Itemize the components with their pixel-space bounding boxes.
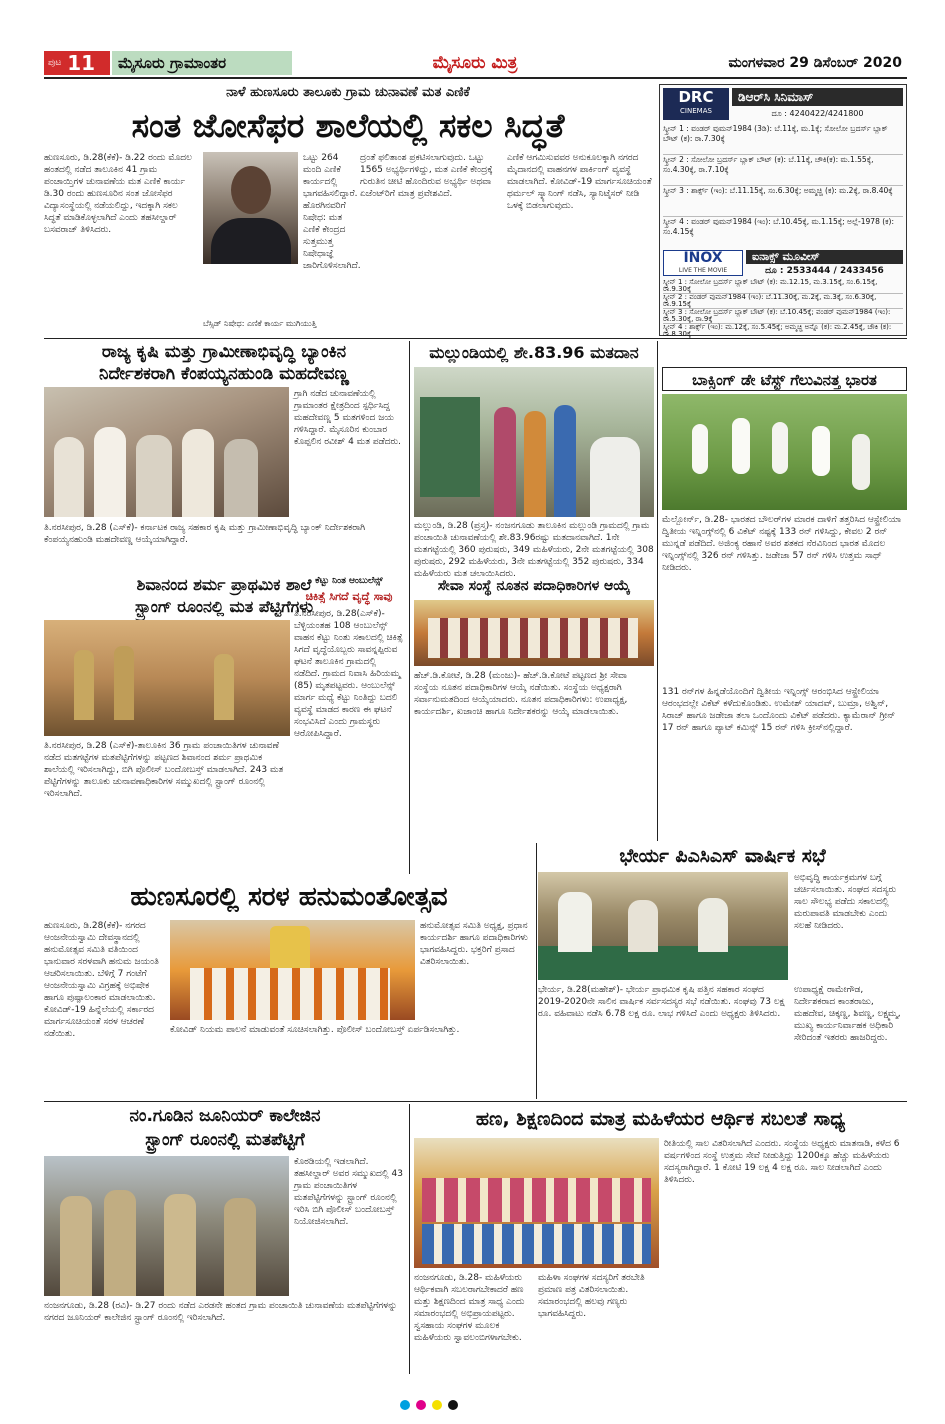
drc-title: ಡಿಆರ್‌ಸಿ ಸಿನಿಮಾಸ್ bbox=[732, 88, 903, 106]
bank-headline-2: ನಿರ್ದೇಶಕರಾಗಿ ಕೆಂಪಯ್ಯನಹುಂಡಿ ಮಹದೇವಣ್ಣ bbox=[99, 364, 349, 384]
school-body: ತಿ.ನರಸೀಪುರ, ಡಿ.28 (ಎಸ್‌ಕೆ)-ತಾಲೂಕಿನ 36 ಗ್ರಾಮ ಪಂಚಾಯಿತಿಗಳ ಚುನಾವಣೆ ನಡೆದ ಮತಗಟ್ಟೆಗಳ ಮತಪೆಟ್ಟಿಗೆಗಳನ್ನು ಪಟ್ಟಣದ ಶಿವಾನಂದ ಶರ್ಮ ಪ್ರಾಥಮಿಕ ಶಾಲೆಯಲ್ಲಿ ಇರಿಸಲಾಗಿದ್ದು, ಬಿಗಿ ಪೊಲೀಸ್ ಬಂದೋಬಸ್ತ್ ಮಾಡಲಾಗಿದೆ. 243 ಮತ ಪೆಟ್ಟಿಗೆಗಳನ್ನು ತಾಲೂಕು ಚುನಾವಣಾಧಿಕಾರಿಗಳ ಸಮ್ಮುಖದಲ್ಲಿ ಸ್ಟ್ರಾಂಗ್ ರೂಂನಲ್ಲಿ ಇರಿಸಲಾಗಿದೆ. bbox=[44, 741, 284, 799]
lead-column-4: ಎಣಿಕೆ ಆಗಮಿಸುವವರ ಅನುಕೂಲಕ್ಕಾಗಿ ನಗರದ ಮೈದಾನದಲ್ಲಿ ವಾಹನಗಳ ಪಾರ್ಕಿಂಗ್ ವ್ಯವಸ್ಥೆ ಮಾಡಲಾಗಿದೆ. ಕೋವಿಡ್-19 ಮಾರ್ಗಸೂಚಿಯಂತೆ ಥರ್ಮಲ್ ಸ್ಕ್ಯಾನಿಂಗ್ ನಡೆಸಿ, ಸ್ಯಾನಿಟೈಸರ್ ನೀಡಿ ಒಳಕ್ಕೆ ಬಿಡಲಾಗುವುದು. bbox=[507, 153, 652, 211]
cricket-body-1: ಮೆಲ್ಬೋರ್ನ್, ಡಿ.28- ಭಾರತದ ಬೌಲರ್‌ಗಳ ಮಾರಕ ದಾಳಿಗೆ ತತ್ತರಿಸಿದ ಆಸ್ಟ್ರೇಲಿಯಾ ದ್ವಿತೀಯ ಇನ್ನಿಂಗ್ಸ್‌ನಲ್ಲಿ 6 ವಿಕೆಟ್ ನಷ್ಟಕ್ಕೆ 133 ರನ್ ಗಳಿಸಿದ್ದು, ಕೇವಲ 2 ರನ್ ಮುನ್ನಡೆ ಪಡೆದಿದೆ. ಅಜಿಂಕ್ಯ ರಹಾನೆ ಅವರ ಶತಕದ ನೆರವಿನಿಂದ ಭಾರತ ಮೊದಲ ಇನ್ನಿಂಗ್ಸ್‌ನಲ್ಲಿ 326 ರನ್ ಗಳಿಸಿತ್ತು. ಜಡೇಜಾ 57 ರನ್ ಗಳಿಸಿ ಉತ್ತಮ ಸಾಥ್ ನೀಡಿದರು. bbox=[662, 515, 902, 573]
column-rule bbox=[536, 843, 537, 1099]
registration-mark bbox=[416, 1400, 426, 1410]
hanuman-body: ಹುಣಸೂರು, ಡಿ.28(ಕೆಕೆ)- ನಗರದ ಆಂಜನೇಯಸ್ವಾಮಿ ದೇವಸ್ಥಾನದಲ್ಲಿ ಹನುಮೋತ್ಸವ ಸಮಿತಿ ವತಿಯಿಂದ ಭಾನುವಾರ ಸರಳವಾಗಿ ಹನುಮ ಜಯಂತಿ ಆಚರಿಸಲಾಯಿತು. ಬೆಳಿಗ್ಗೆ 7 ಗಂಟೆಗೆ ಆಂಜನೇಯಸ್ವಾಮಿ ವಿಗ್ರಹಕ್ಕೆ ಅಭಿಷೇಕ ಹಾಗೂ ಪುಷ್ಪಾಲಂಕಾರ ಮಾಡಲಾಯಿತು. ಕೋವಿಡ್-19 ಹಿನ್ನೆಲೆಯಲ್ಲಿ ಸರ್ಕಾರದ ಮಾರ್ಗಸೂಚಿಯಂತೆ ಸರಳ ಆಚರಣೆ ನಡೆಯಿತು. bbox=[44, 921, 159, 1039]
women-col-2: ಮಹಿಳಾ ಸಂಘಗಳ ಸದಸ್ಯರಿಗೆ ತರಬೇತಿ ಪ್ರಮಾಣ ಪತ್ರ ವಿತರಿಸಲಾಯಿತು. ಸಮಾರಂಭದಲ್ಲಿ ಹಲವು ಗಣ್ಯರು ಭಾಗವಹಿಸಿದ್ದರು. bbox=[538, 1273, 645, 1319]
issue-date: ಮಂಗಳವಾರ 29 ಡಿಸೆಂಬರ್ 2020 bbox=[728, 55, 902, 71]
inox-listing bbox=[663, 278, 903, 338]
cricket-body-2: 131 ರನ್‌ಗಳ ಹಿನ್ನಡೆಯೊಂದಿಗೆ ದ್ವಿತೀಯ ಇನ್ನಿಂಗ್ಸ್ ಆರಂಭಿಸಿದ ಆಸ್ಟ್ರೇಲಿಯಾ ಆರಂಭದಲ್ಲೇ ವಿಕೆಟ್ ಕಳೆದುಕೊಂಡಿತು. ಉಮೇಶ್ ಯಾದವ್, ಬುಮ್ರಾ, ಅಶ್ವಿನ್, ಸಿರಾಜ್ ಹಾಗೂ ಜಡೇಜಾ ತಲಾ ಒಂದೊಂದು ವಿಕೆಟ್ ಪಡೆದರು. ಕ್ಯಾಮೆರಾನ್ ಗ್ರೀನ್ 17 ರನ್ ಹಾಗೂ ಪ್ಯಾಟ್ ಕಮಿನ್ಸ್ 15 ರನ್ ಗಳಿಸಿ ಕ್ರೀಸ್‌ನಲ್ಲಿದ್ದಾರೆ. bbox=[662, 687, 896, 733]
lead-kicker: ನಾಳೆ ಹುಣಸೂರು ತಾಲೂಕು ಗ್ರಾಮ ಚುನಾವಣೆ ಮತ ಎಣಿಕೆ bbox=[226, 85, 470, 100]
drc-logo: DRC CINEMAS bbox=[663, 88, 729, 120]
hanuman-headline: ಹುಣಸೂರಲ್ಲಿ ಸರಳ ಹನುಮಂತೋತ್ಸವ bbox=[130, 882, 448, 912]
hanuman-col-2: ಹನುಮೋತ್ಸವ ಸಮಿತಿ ಅಧ್ಯಕ್ಷ, ಪ್ರಧಾನ ಕಾರ್ಯದರ್ಶಿ ಹಾಗೂ ಪದಾಧಿಕಾರಿಗಳು ಭಾಗವಹಿಸಿದ್ದರು. ಭಕ್ತರಿಗೆ ಪ್ರಸಾದ ವಿತರಿಸಲಾಯಿತು. bbox=[420, 921, 528, 967]
vote-body: ಮಲ್ಲುಂಡಿ, ಡಿ.28 (ಪ್ರಸ್ತ)- ನಂಜನಗೂಡು ತಾಲೂಕಿನ ಮಲ್ಲುಂಡಿ ಗ್ರಾಮದಲ್ಲಿ ಗ್ರಾಮ ಪಂಚಾಯಿತಿ ಚುನಾವಣೆಯಲ್ಲಿ ಶೇ.83.96ರಷ್ಟು ಮತದಾನವಾಗಿದೆ. 1ನೇ ಮತಗಟ್ಟೆಯಲ್ಲಿ 360 ಪುರುಷರು, 349 ಮಹಿಳೆಯರು, 2ನೇ ಮತಗಟ್ಟೆಯಲ್ಲಿ 308 ಪುರುಷರು, 292 ಮಹಿಳೆಯರು, 3ನೇ ಮತಗಟ್ಟೆಯಲ್ಲಿ 352 ಪುರುಷರು, 334 ಮಹಿಳೆಯರು ಮತ ಚಲಾಯಿಸಿದರು. bbox=[414, 521, 654, 579]
vote-headline: ಮಲ್ಲುಂಡಿಯಲ್ಲಿ ಶೇ.83.96 ಮತದಾನ bbox=[429, 343, 639, 362]
pacs-photo bbox=[538, 872, 788, 980]
college-photo bbox=[44, 1156, 289, 1296]
reporter-portrait bbox=[203, 152, 298, 264]
pacs-headline: ಭೇರ್ಯ ಪಿಎಸಿಎಸ್ ವಾರ್ಷಿಕ ಸಭೆ bbox=[619, 845, 826, 867]
accident-headline: ಚಿಕಿತ್ಸೆ ಸಿಗದೆ ವೃದ್ಧೆ ಸಾವು bbox=[305, 590, 393, 603]
accident-body: ತಿ.ನರಸೀಪುರ, ಡಿ.28(ಎಸ್‌ಕೆ)- ಬೆಳ್ಳಿಯಂತಹ 108 ಆಂಬುಲೆನ್ಸ್ ವಾಹನ ಕೆಟ್ಟು ನಿಂತು ಸಕಾಲದಲ್ಲಿ ಚಿಕಿತ್ಸೆ ಸಿಗದೆ ವೃದ್ಧೆಯೊಬ್ಬರು ಸಾವನ್ನಪ್ಪಿರುವ ಘಟನೆ ತಾಲೂಕಿನ ಗ್ರಾಮದಲ್ಲಿ ನಡೆದಿದೆ. ಗ್ರಾಮದ ನಿವಾಸಿ ಹಿರಿಯಮ್ಮ (85) ಮೃತಪಟ್ಟವರು. ಆಂಬುಲೆನ್ಸ್ ಮಾರ್ಗ ಮಧ್ಯೆ ಕೆಟ್ಟು ನಿಂತಿದ್ದು ಬದಲಿ ವ್ಯವಸ್ಥೆ ಮಾಡದ ಕಾರಣ ಈ ಘಟನೆ ಸಂಭವಿಸಿದೆ ಎಂದು ಗ್ರಾಮಸ್ಥರು ಆರೋಪಿಸಿದ್ದಾರೆ. bbox=[294, 609, 403, 739]
hanuman-col-3: ಕೋವಿಡ್ ನಿಯಮ ಪಾಲನೆ ಮಾಡುವಂತೆ ಸೂಚಿಸಲಾಗಿತ್ತು. ಪೊಲೀಸ್ ಬಂದೋಬಸ್ತ್ ಏರ್ಪಡಿಸಲಾಗಿತ್ತು. bbox=[170, 1025, 460, 1035]
college-headline-2: ಸ್ಟ್ರಾಂಗ್ ರೂಂನಲ್ಲಿ ಮತಪೆಟ್ಟಿಗೆ bbox=[145, 1130, 305, 1150]
drc-row: ಸ್ಕ್ರೀನ್ 1 : ವಂಡರ್ ವುಮನ್1984 (3ಡಿ): ಬೆ.11ಕ್ಕೆ, ಮ.1ಕ್ಕೆ; ಸೋಲೋ ಬ್ರದರ್ಸ್ ಬ್ಲಾಕ್ ಬೌಟ್ (ಕ): ರಾ.7.30ಕ್ಕೆ bbox=[663, 124, 903, 155]
drc-phone: ದೂ : 4240422/4241800 bbox=[771, 109, 864, 118]
registration-mark bbox=[432, 1400, 442, 1410]
school-headline-2: ಸ್ಟ್ರಾಂಗ್ ರೂಂನಲ್ಲಿ ಮತ ಪೆಟ್ಟಿಗೆಗಳು bbox=[134, 597, 314, 616]
page-label: ಪುಟ bbox=[48, 58, 62, 68]
women-body: ನಂಜನಗೂಡು, ಡಿ.28- ಮಹಿಳೆಯರು ಆರ್ಥಿಕವಾಗಿ ಸಬಲರಾಗಬೇಕಾದರೆ ಹಣ ಮತ್ತು ಶಿಕ್ಷಣದಿಂದ ಮಾತ್ರ ಸಾಧ್ಯ ಎಂದು ಸಮಾರಂಭದಲ್ಲಿ ಅಭಿಪ್ರಾಯಪಟ್ಟರು. ಸ್ವಸಹಾಯ ಸಂಘಗಳ ಮೂಲಕ ಮಹಿಳೆಯರು ಸ್ವಾವಲಂಬಿಗಳಾಗಬೇಕು. bbox=[414, 1273, 525, 1343]
inox-title: ಐನಾಕ್ಸ್ ಮೂವೀಸ್ bbox=[746, 250, 903, 264]
college-side: ಕೊಠಡಿಯಲ್ಲಿ ಇಡಲಾಗಿದೆ. ತಹಸೀಲ್ದಾರ್ ಅವರ ಸಮ್ಮುಖದಲ್ಲಿ 43 ಗ್ರಾಮ ಪಂಚಾಯಿತಿಗಳ ಮತಪೆಟ್ಟಿಗೆಗಳನ್ನು ಸ್ಟ್ರಾಂಗ್ ರೂಂನಲ್ಲಿ ಇರಿಸಿ ಬಿಗಿ ಪೊಲೀಸ್ ಬಂದೋಬಸ್ತ್ ನಿಯೋಜಿಸಲಾಗಿದೆ. bbox=[294, 1157, 403, 1227]
lead-headline: ಸಂತ ಜೋಸೆಫರ ಶಾಲೆಯಲ್ಲಿ ಸಕಲ ಸಿದ್ಧತೆ bbox=[131, 106, 565, 145]
portrait-head bbox=[231, 166, 271, 214]
bank-side-text: ಗ್ರಾಗಿ ನಡೆದ ಚುನಾವಣೆಯಲ್ಲಿ ಗ್ರಾಮಾಂತರ ಕ್ಷೇತ್ರದಿಂದ ಸ್ಪರ್ಧಿಸಿದ್ದ ಮಹದೇವಣ್ಣ 5 ಮತಗಳಿಂದ ಜಯ ಗಳಿಸಿದ್ದಾರೆ. ಮೈಸೂರಿನ ಕುಂಬಾರ ಕೊಪ್ಪಲಿನ ರವೀಶ್ 4 ಮತ ಪಡೆದರು. bbox=[294, 389, 402, 447]
pacs-body: ಭೇರ್ಯ, ಡಿ.28(ಮಹೇಶ್)- ಭೇರ್ಯ ಪ್ರಾಥಮಿಕ ಕೃಷಿ ಪತ್ತಿನ ಸಹಕಾರ ಸಂಘದ 2019-2020ನೇ ಸಾಲಿನ ವಾರ್ಷಿಕ ಸರ್ವಸದಸ್ಯರ ಸಭೆ ನಡೆಯಿತು. ಸಂಘವು 73 ಲಕ್ಷ ರೂ. ವಹಿವಾಟು ನಡೆಸಿ 6.78 ಲಕ್ಷ ರೂ. ಲಾಭ ಗಳಿಸಿದೆ ಎಂದು ಅಧ್ಯಕ್ಷರು ತಿಳಿಸಿದರು. bbox=[538, 985, 785, 1019]
seva-headline: ಸೇವಾ ಸಂಸ್ಥೆ ನೂತನ ಪದಾಧಿಕಾರಿಗಳ ಆಯ್ಕೆ bbox=[437, 578, 631, 594]
school-headline-1: ಶಿವಾನಂದ ಶರ್ಮ ಪ್ರಾಥಮಿಕ ಶಾಲೆ bbox=[136, 575, 312, 594]
women-headline: ಹಣ, ಶಿಕ್ಷಣದಿಂದ ಮಾತ್ರ ಮಹಿಳೆಯರ ಆರ್ಥಿಕ ಸಬಲತೆ ಸಾಧ್ಯ bbox=[475, 1108, 846, 1130]
column-rule bbox=[409, 341, 410, 874]
inox-row: ಸ್ಕ್ರೀನ್ 4 : ಶಾರ್ಕ್ಸ್ (ಇಂ): ಮ.12ಕ್ಕೆ, ಸಂ.5.45ಕ್ಕೆ; ಅಮ್ಮಚ್ಚಿ ಅನ್ನೊ (ಕ): ಮ.2.45ಕ್ಕೆ, ಚೌಕಿ (ಕ): ರಾ.8.30ಕ್ಕೆ bbox=[663, 323, 892, 338]
column-rule bbox=[409, 1104, 410, 1374]
college-headline-1: ನಂ.ಗೂಡಿನ ಜೂನಿಯರ್ ಕಾಲೇಜಿನ bbox=[129, 1106, 321, 1126]
registration-mark bbox=[448, 1400, 458, 1410]
drc-row: ಸ್ಕ್ರೀನ್ 4 : ವಂಡರ್ ವುಮನ್1984 (ಇಂ): ಬೆ.10.45ಕ್ಕೆ, ಮ.1.15ಕ್ಕೆ; ಅಲ್ಲೆ-1978 (ಕ): ಸಂ.4.15ಕ್ಕೆ bbox=[663, 217, 894, 236]
masthead-rule bbox=[44, 77, 907, 79]
cricket-photo bbox=[662, 394, 907, 510]
bank-headline-1: ರಾಜ್ಯ ಕೃಷಿ ಮತ್ತು ಗ್ರಾಮೀಣಾಭಿವೃದ್ಧಿ ಬ್ಯಾಂಕಿನ bbox=[101, 342, 347, 362]
hanuman-photo bbox=[170, 920, 415, 1020]
vote-photo bbox=[414, 367, 654, 517]
inox-row: ಸ್ಕ್ರೀನ್ 2 : ವಂಡರ್ ವುಮನ್1984 (ಇಂ): ಬೆ.11.30ಕ್ಕೆ, ಮ.2ಕ್ಕೆ, ಮ.3ಕ್ಕೆ, ಸಂ.6.30ಕ್ಕೆ, ರಾ.9.15ಕ್ಕೆ bbox=[663, 294, 903, 309]
page-number: 11 bbox=[67, 51, 96, 75]
inox-phone: ದೂ : 2533444 / 2433456 bbox=[765, 266, 884, 276]
registration-mark bbox=[400, 1400, 410, 1410]
paper-name: ಮೈಸೂರು ಮಿತ್ರ bbox=[432, 53, 518, 73]
section-title: ಮೈಸೂರು ಗ್ರಾಮಾಂತರ bbox=[112, 51, 292, 75]
cricket-headline: ಬಾಕ್ಸಿಂಗ್ ಡೇ ಟೆಸ್ಟ್ ಗೆಲುವಿನತ್ತ ಭಾರತ bbox=[662, 367, 907, 391]
inox-row: ಸ್ಕ್ರೀನ್ 3 : ಸೋಲೋ ಬ್ರದರ್ಸ್ ಬ್ಲಾಕ್ ಬೌಟ್ (ಕ): ಬೆ.10.45ಕ್ಕೆ; ವಂಡರ್ ವುಮನ್1984 (ಇಂ): ರಾ.5.30ಕ್ಕೆ, ರಾ.9ಕ್ಕೆ bbox=[663, 309, 903, 324]
inox-logo: INOX LIVE THE MOVIE bbox=[663, 250, 743, 276]
drc-row: ಸ್ಕ್ರೀನ್ 2 : ಸೋಲೋ ಬ್ರದರ್ಸ್ ಬ್ಲಾಕ್ ಬೌಟ್ (ಕ): ಬೆ.11ಕ್ಕೆ, ಚೌಕಿ(ಕ): ಮ.1.55ಕ್ಕೆ, ಸಂ.4.30ಕ್ಕೆ, ರಾ.7.10ಕ್ಕೆ bbox=[663, 155, 903, 186]
accident-kicker: ಕೆಟ್ಟು ನಿಂತ ಆಂಬುಲೆನ್ಸ್ bbox=[315, 576, 383, 586]
seva-photo bbox=[414, 600, 654, 666]
section-rule bbox=[44, 338, 907, 339]
photo-caption: ಬೆಸ್ಸಿಡ್ ನಿಷೇಧ: ಎಣಿಕೆ ಕಾರ್ಯ ಮುಗಿಯುತ್ತಿ bbox=[203, 319, 317, 328]
lead-column-3: ದ್ರಂತೆ ಫಲಿತಾಂಶ ಪ್ರಕಟಿಸಲಾಗುವುದು. ಒಟ್ಟು 1565 ಅಭ್ಯರ್ಥಿಗಳಿದ್ದು, ಮತ ಎಣಿಕೆ ಕೇಂದ್ರಕ್ಕೆ ಗುರುತಿನ ಚೀಟಿ ಹೊಂದಿರುವ ಅಭ್ಯರ್ಥಿ ಅಥವಾ ಏಜೆಂಟ್‌ರಿಗೆ ಮಾತ್ರ ಪ್ರವೇಶವಿದೆ. bbox=[360, 153, 493, 199]
section-rule bbox=[44, 1101, 907, 1102]
drc-row: ಸ್ಕ್ರೀನ್ 3 : ಶಾರ್ಕ್ಸ್ (ಇಂ): ಬೆ.11.15ಕ್ಕೆ, ಸಂ.6.30ಕ್ಕೆ; ಅಮ್ಮಚ್ಚಿ (ಕ): ಮ.2ಕ್ಕೆ, ರಾ.8.40ಕ್ಕೆ bbox=[663, 186, 903, 217]
inox-row: ಸ್ಕ್ರೀನ್ 1 : ಸೋಲೋ ಬ್ರದರ್ಸ್ ಬ್ಲಾಕ್ ಬೌಟ್ (ಕ): ಮ.12.15, ಮ.3.15ಕ್ಕೆ, ಸಂ.6.15ಕ್ಕೆ, ರಾ.9.30ಕ್ಕೆ bbox=[663, 279, 903, 294]
women-photo bbox=[414, 1138, 659, 1268]
pacs-side: ಅಭಿವೃದ್ಧಿ ಕಾರ್ಯಕ್ರಮಗಳ ಬಗ್ಗೆ ಚರ್ಚಿಸಲಾಯಿತು. ಸಂಘದ ಸದಸ್ಯರು ಸಾಲ ಸೌಲಭ್ಯ ಪಡೆದು ಸಕಾಲದಲ್ಲಿ ಮರುಪಾವತಿ ಮಾಡಬೇಕು ಎಂದು ಸಲಹೆ ನೀಡಿದರು. bbox=[794, 873, 897, 931]
drc-listing bbox=[663, 124, 903, 248]
bank-body: ತಿ.ನರಸೀಪುರ, ಡಿ.28 (ಎಸ್‌ಕೆ)- ಕರ್ನಾಟಕ ರಾಜ್ಯ ಸಹಕಾರ ಕೃಷಿ ಮತ್ತು ಗ್ರಾಮೀಣಾಭಿವೃದ್ಧಿ ಬ್ಯಾಂಕ್ ನಿರ್ದೇಶಕರಾಗಿ ಕೆಂಪಯ್ಯನಹುಂಡಿ ಮಹದೇವಣ್ಣ ಆಯ್ಕೆಯಾಗಿದ್ದಾರೆ. bbox=[44, 523, 366, 545]
college-body: ನಂಜನಗೂಡು, ಡಿ.28 (ರವಿ)- ಡಿ.27 ರಂದು ನಡೆದ ಎರಡನೇ ಹಂತದ ಗ್ರಾಮ ಪಂಚಾಯಿತಿ ಚುನಾವಣೆಯ ಮತಪೆಟ್ಟಿಗೆಗಳನ್ನು ನಗರದ ಜೂನಿಯರ್ ಕಾಲೇಜಿನ ಸ್ಟ್ರಾಂಗ್ ರೂಂನಲ್ಲಿ ಇರಿಸಲಾಗಿದೆ. bbox=[44, 1301, 398, 1323]
pacs-right: ಉಪಾಧ್ಯಕ್ಷೆ ರಾಮೇಗೌಡ, ನಿರ್ದೇಶಕರಾದ ಕಾಂತರಾಜು, ಮಹದೇವ, ಚಿಕ್ಕಣ್ಣ, ಶಿವಣ್ಣ, ಲಕ್ಷ್ಮಮ್ಮ, ಮುಖ್ಯ ಕಾರ್ಯನಿರ್ವಾಹಕ ಅಧಿಕಾರಿ ಸೇರಿದಂತೆ ಇತರರು ಹಾಜರಿದ್ದರು. bbox=[794, 985, 901, 1043]
portrait-shirt bbox=[211, 218, 291, 264]
bank-photo bbox=[44, 387, 289, 517]
women-right: ರೀತಿಯಲ್ಲಿ ಸಾಲ ವಿತರಿಸಲಾಗಿದೆ ಎಂದರು. ಸಂಸ್ಥೆಯ ಅಧ್ಯಕ್ಷರು ಮಾತನಾಡಿ, ಕಳೆದ 6 ವರ್ಷಗಳಿಂದ ಸಂಸ್ಥೆ ಉತ್ತಮ ಸೇವೆ ನೀಡುತ್ತಿದ್ದು 1200ಕ್ಕೂ ಹೆಚ್ಚು ಮಹಿಳೆಯರು ಸದಸ್ಯರಾಗಿದ್ದಾರೆ. 1 ಕೋಟಿ 19 ಲಕ್ಷ 4 ಲಕ್ಷ ರೂ. ಸಾಲ ನೀಡಲಾಗಿದೆ ಎಂದು ತಿಳಿಸಿದರು. bbox=[664, 1139, 900, 1185]
seva-body: ಹೆಚ್.ಡಿ.ಕೋಟೆ, ಡಿ.28 (ಮಂಜು)- ಹೆಚ್.ಡಿ.ಕೋಟೆ ಪಟ್ಟಣದ ಶ್ರೀ ಸೇವಾ ಸಂಸ್ಥೆಯ ನೂತನ ಪದಾಧಿಕಾರಿಗಳ ಆಯ್ಕೆ ನಡೆಯಿತು. ಸಂಸ್ಥೆಯ ಅಧ್ಯಕ್ಷರಾಗಿ ಸರ್ವಾನುಮತದಿಂದ ಆಯ್ಕೆಯಾದರು. ನೂತನ ಪದಾಧಿಕಾರಿಗಳು: ಉಪಾಧ್ಯಕ್ಷ, ಕಾರ್ಯದರ್ಶಿ, ಖಜಾಂಚಿ ಹಾಗೂ ನಿರ್ದೇಶಕರನ್ನು ಆಯ್ಕೆ ಮಾಡಲಾಯಿತು. bbox=[414, 671, 628, 717]
page-number-box bbox=[44, 51, 110, 75]
lead-column-2: ಒಟ್ಟು 264 ಮಂದಿ ಎಣಿಕೆ ಕಾರ್ಯದಲ್ಲಿ ಭಾಗವಹಿಸಲಿದ್ದಾರೆ. ಹೊರಗಿನವರಿಗೆ ನಿಷೇಧ: ಮತ ಎಣಿಕೆ ಕೇಂದ್ರದ ಸುತ್ತಮುತ್ತ ನಿಷೇಧಾಜ್ಞೆ ಜಾರಿಗೊಳಿಸಲಾಗಿದೆ. bbox=[303, 153, 361, 271]
school-photo bbox=[44, 620, 290, 736]
column-rule bbox=[657, 341, 658, 841]
lead-column-1: ಹುಣಸೂರು, ಡಿ.28(ಕೆಕೆ)- ಡಿ.22 ರಂದು ಮೊದಲ ಹಂತದಲ್ಲಿ ನಡೆದ ತಾಲೂಕಿನ 41 ಗ್ರಾಮ ಪಂಚಾಯ್ತಿಗಳ ಚುನಾವಣೆಯ ಮತ ಎಣಿಕೆ ಕಾರ್ಯ ಡಿ.30 ರಂದು ಹುಣಸೂರಿನ ಸಂತ ಜೋಸೆಫರ ವಿದ್ಯಾಸಂಸ್ಥೆಯಲ್ಲಿ ನಡೆಯಲಿದ್ದು, ಇದಕ್ಕಾಗಿ ಸಕಲ ಸಿದ್ಧತೆ ಮಾಡಿಕೊಳ್ಳಲಾಗಿದೆ ಎಂದು ತಹಸೀಲ್ದಾರ್ ಬಸವರಾಜ್ ತಿಳಿಸಿದರು. bbox=[44, 153, 192, 235]
